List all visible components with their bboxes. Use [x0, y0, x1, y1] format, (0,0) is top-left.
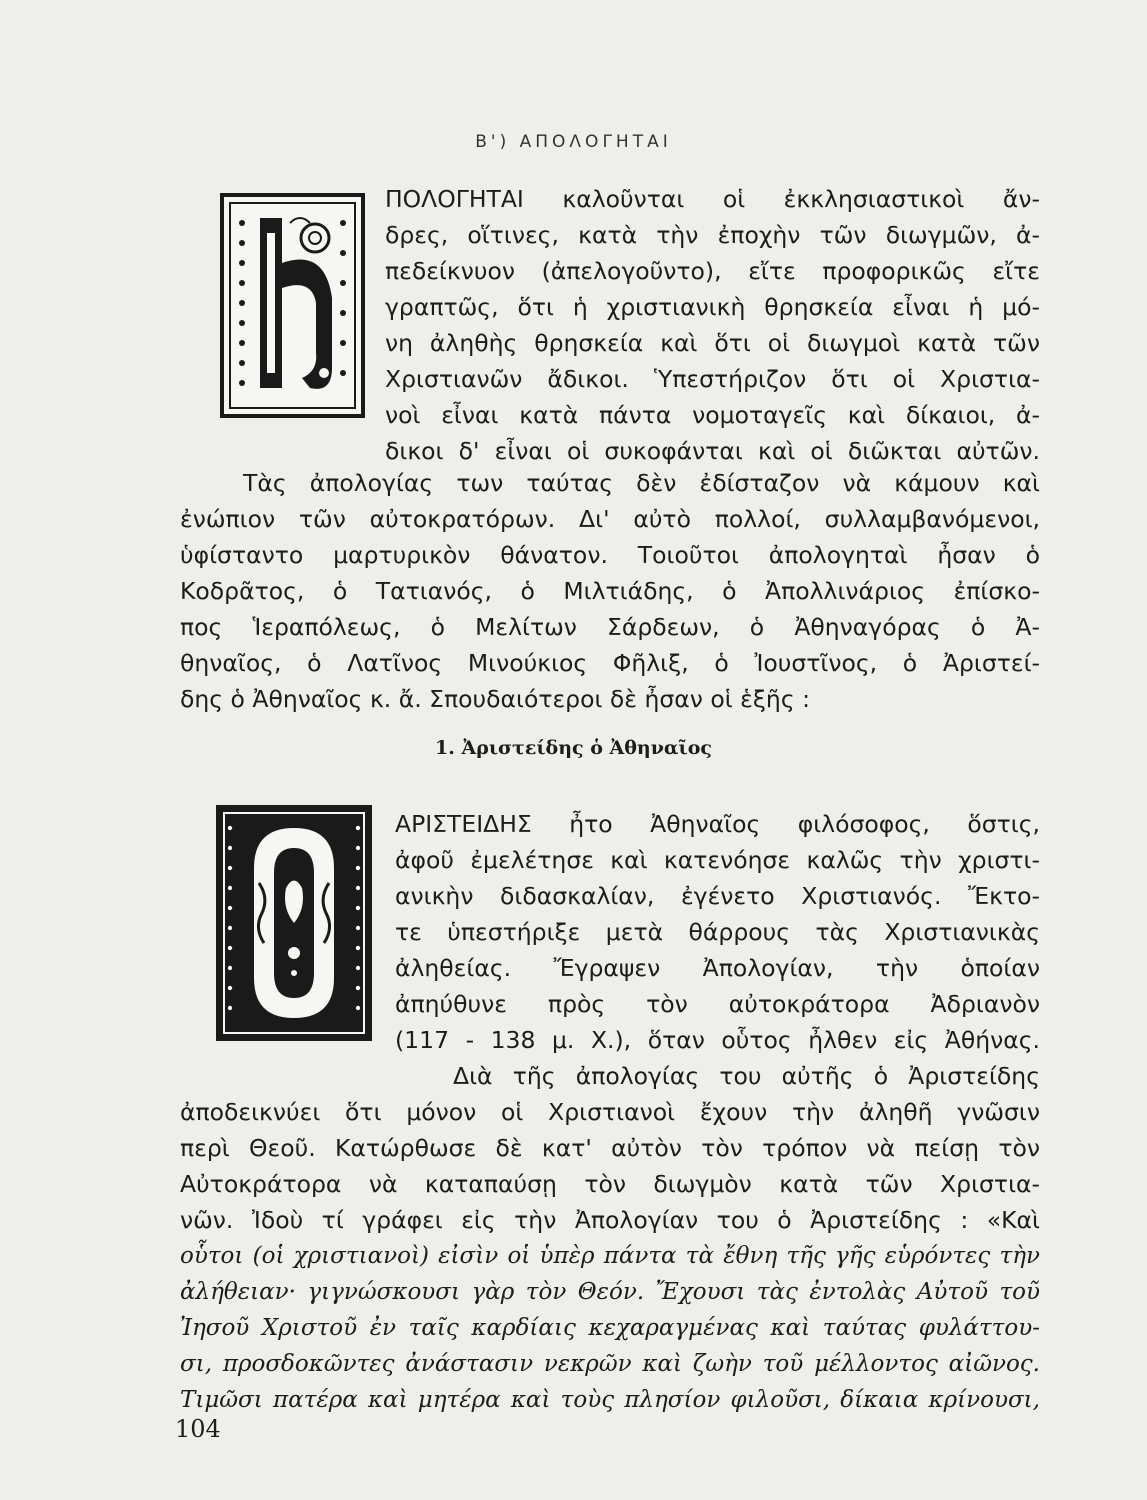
text-line: ἀφοῦ ἐμελέτησε καὶ κατενόησε καλῶς τὴν χριστι-: [395, 846, 1040, 874]
quote-line: Ἰησοῦ Χριστοῦ ἐν ταῖς καρδίαις κεχαραγμένας καὶ ταύτας φυλάττου-: [180, 1315, 1040, 1341]
quote-line: ἀλήθειαν· γιγνώσκουσι γὰρ τὸν Θεόν. Ἔχουσι τὰς ἐντολὰς Αὐτοῦ τοῦ: [180, 1279, 1040, 1305]
text-line: θηναῖος, ὁ Λατῖνος Μινούκιος Φῆλιξ, ὁ Ἰουστῖνος, ὁ Ἀριστεί-: [180, 649, 1040, 677]
text-line: Χριστιανῶν ἄδικοι. Ὑπεστήριζον ὅτι οἱ Χριστια-: [385, 365, 1040, 393]
text-line: δης ὁ Ἀθηναῖος κ. ἄ. Σπουδαιότεροι δὲ ἦσαν οἱ ἑξῆς :: [180, 685, 811, 713]
text-line: Κοδρᾶτος, ὁ Τατιανός, ὁ Μιλτιάδης, ὁ Ἀπολλινάριος ἐπίσκο-: [180, 577, 1040, 605]
text-line: Τὰς ἀπολογίας των ταύτας δὲν ἐδίσταζον νὰ κάμουν καὶ: [243, 469, 1040, 497]
text-line: ὑφίσταντο μαρτυρικὸν θάνατον. Τοιοῦτοι ἀπολογηταὶ ἦσαν ὁ: [180, 541, 1040, 569]
quote-line: Τιμῶσι πατέρα καὶ μητέρα καὶ τοὺς πλησίον φιλοῦσι, δίκαια κρίνουσι,: [180, 1387, 1040, 1413]
text-line: ΑΡΙΣΤΕΙΔΗΣ ἦτο Ἀθηναῖος φιλόσοφος, ὅστις,: [395, 810, 1040, 838]
section-heading: Β') ΑΠΟΛΟΓΗΤΑΙ: [475, 132, 672, 152]
text-line: ἀποδεικνύει ὅτι μόνον οἱ Χριστιανοὶ ἔχουν τὴν ἀληθῆ γνῶσιν: [180, 1098, 1040, 1126]
text-line: (117 - 138 μ. Χ.), ὅταν οὗτος ἦλθεν εἰς Ἀθήνας.: [395, 1026, 1040, 1054]
subsection-heading: 1. Ἀριστείδης ὁ Ἀθηναῖος: [435, 737, 712, 759]
text-line: πεδείκνυον (ἀπελογοῦντο), εἴτε προφορικῶς εἴτε: [385, 257, 1040, 285]
text-line: ανικὴν διδασκαλίαν, ἐγένετο Χριστιανός. Ἔκτο-: [395, 882, 1040, 910]
page-number: 104: [175, 1415, 221, 1443]
decorated-initial-alpha: [220, 193, 365, 418]
text-line: Αὐτοκράτορα νὰ καταπαύσῃ τὸν διωγμὸν κατὰ τῶν Χριστια-: [180, 1170, 1040, 1198]
decorated-initial-omicron: [214, 803, 374, 1043]
text-line: ἀπηύθυνε πρὸς τὸν αὐτοκράτορα Ἀδριανὸν: [395, 990, 1040, 1018]
text-line: περὶ Θεοῦ. Κατώρθωσε δὲ κατ' αὐτὸν τὸν τρόπον νὰ πείσῃ τὸν: [180, 1134, 1040, 1162]
text-line: Διὰ τῆς ἀπολογίας του αὐτῆς ὁ Ἀριστείδης: [453, 1062, 1040, 1090]
text-line: νη ἀληθὴς θρησκεία καὶ ὅτι οἱ διωγμοὶ κατὰ τῶν: [385, 329, 1040, 357]
text-line: ΠΟΛΟΓΗΤΑΙ καλοῦνται οἱ ἐκκλησιαστικοὶ ἄν-: [385, 185, 1040, 213]
text-line: νοὶ εἶναι κατὰ πάντα νομοταγεῖς καὶ δίκαιοι, ἀ-: [385, 401, 1040, 429]
quote-line: σι, προσδοκῶντες ἀνάστασιν νεκρῶν καὶ ζωὴν τοῦ μέλλοντος αἰῶνος.: [180, 1351, 1040, 1377]
text-line: γραπτῶς, ὅτι ἡ χριστιανικὴ θρησκεία εἶναι ἡ μό-: [385, 293, 1040, 321]
text-line: ἀληθείας. Ἔγραψεν Ἀπολογίαν, τὴν ὁποίαν: [395, 954, 1040, 982]
text-line: δρες, οἵτινες, κατὰ τὴν ἐποχὴν τῶν διωγμῶν, ἀ-: [385, 221, 1040, 249]
quote-line: οὗτοι (οἱ χριστιανοὶ) εἰσὶν οἱ ὑπὲρ πάντα τὰ ἔθνη τῆς γῆς εὑρόντες τὴν: [180, 1243, 1040, 1269]
text-line: δικοι δ' εἶναι οἱ συκοφάνται καὶ οἱ διῶκται αὐτῶν.: [385, 437, 1040, 465]
text-line: ἐνώπιον τῶν αὐτοκρατόρων. Δι' αὐτὸ πολλοί, συλλαμβανόμενοι,: [180, 505, 1040, 533]
text-line: τε ὑπεστήριξε μετὰ θάρρους τὰς Χριστιανικὰς: [395, 918, 1040, 946]
text-line: πος Ἱεραπόλεως, ὁ Μελίτων Σάρδεων, ὁ Ἀθηναγόρας ὁ Ἀ-: [180, 613, 1040, 641]
text-line: νῶν. Ἰδοὺ τί γράφει εἰς τὴν Ἀπολογίαν του ὁ Ἀριστείδης : «Καὶ: [180, 1206, 1040, 1234]
